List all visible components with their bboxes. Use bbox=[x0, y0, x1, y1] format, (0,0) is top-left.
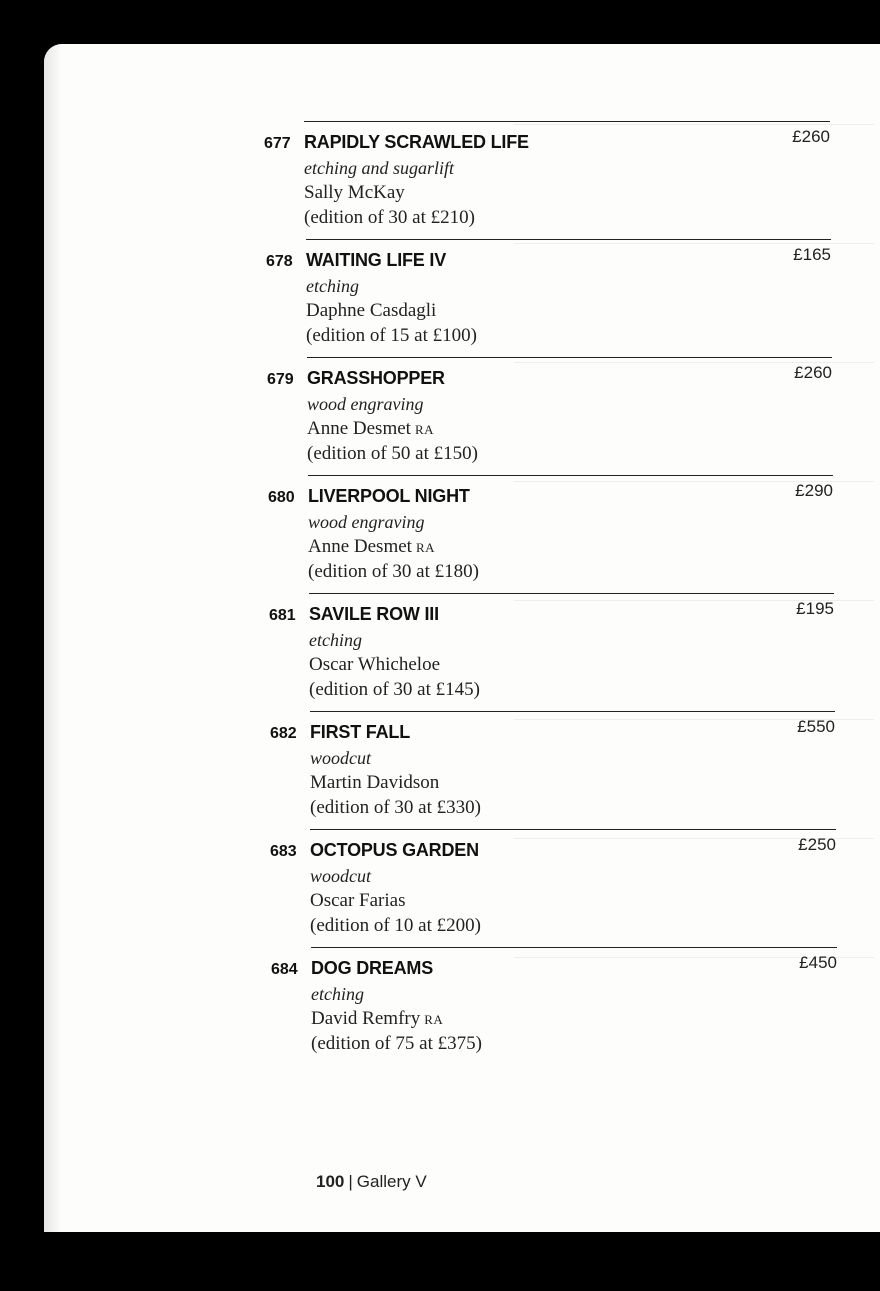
entry-divider bbox=[308, 475, 833, 476]
entry-price: £450 bbox=[799, 953, 837, 972]
footer-separator: | bbox=[348, 1172, 353, 1191]
entry-edition: (edition of 50 at £150) bbox=[307, 443, 478, 464]
artist-name: Martin Davidson bbox=[310, 772, 440, 793]
entry-divider bbox=[306, 239, 831, 240]
entry-artist bbox=[310, 772, 443, 794]
page-number: 100 bbox=[316, 1172, 345, 1191]
entry-number: 680 bbox=[268, 489, 295, 506]
entry-edition: (edition of 15 at £100) bbox=[306, 325, 477, 346]
entry-price: £195 bbox=[796, 599, 834, 618]
entry-price: £260 bbox=[792, 127, 830, 146]
entry-artist bbox=[309, 654, 444, 676]
entry-price: £250 bbox=[798, 835, 836, 854]
entry-edition: (edition of 30 at £180) bbox=[308, 561, 479, 582]
entry-medium: wood engraving bbox=[308, 512, 425, 532]
entry-medium: etching bbox=[306, 276, 359, 296]
entry-divider bbox=[311, 947, 837, 948]
entry-medium: etching and sugarlift bbox=[304, 158, 454, 178]
entry-divider bbox=[304, 121, 830, 122]
catalogue-page bbox=[44, 44, 880, 1232]
entry-price: £165 bbox=[793, 245, 831, 264]
entry-number: 684 bbox=[271, 961, 298, 978]
entry-divider bbox=[307, 357, 832, 358]
entry-number: 682 bbox=[270, 725, 297, 742]
catalogue-entry bbox=[264, 121, 830, 233]
entry-medium: woodcut bbox=[310, 748, 371, 768]
artist-name: Anne Desmet bbox=[308, 536, 412, 557]
entry-medium: etching bbox=[311, 984, 364, 1004]
entry-artist bbox=[308, 536, 435, 558]
entry-edition: (edition of 30 at £145) bbox=[309, 679, 480, 700]
artist-name: Anne Desmet bbox=[307, 418, 411, 439]
entry-artist bbox=[304, 182, 409, 204]
catalogue-entry bbox=[271, 947, 837, 1059]
artist-name: David Remfry bbox=[311, 1008, 421, 1029]
entry-price: £260 bbox=[794, 363, 832, 382]
entry-edition: (edition of 75 at £375) bbox=[311, 1033, 482, 1054]
entry-medium: wood engraving bbox=[307, 394, 424, 414]
entry-artist bbox=[310, 890, 410, 912]
entry-number: 678 bbox=[266, 253, 293, 270]
catalogue-entry bbox=[266, 239, 831, 351]
entry-title: GRASSHOPPER bbox=[307, 368, 445, 388]
entry-edition: (edition of 30 at £330) bbox=[310, 797, 481, 818]
entry-title: FIRST FALL bbox=[310, 722, 410, 742]
entry-medium: etching bbox=[309, 630, 362, 650]
entry-title: SAVILE ROW III bbox=[309, 604, 439, 624]
entry-artist bbox=[311, 1008, 443, 1030]
entry-artist bbox=[306, 300, 440, 322]
entry-title: OCTOPUS GARDEN bbox=[310, 840, 479, 860]
entry-artist bbox=[307, 418, 434, 440]
entry-number: 683 bbox=[270, 843, 297, 860]
page-footer bbox=[316, 1172, 427, 1192]
entry-title: DOG DREAMS bbox=[311, 958, 434, 978]
entry-number: 679 bbox=[267, 371, 294, 388]
artist-suffix: RA bbox=[424, 1012, 444, 1027]
entry-divider bbox=[309, 593, 834, 594]
catalogue-entry bbox=[268, 475, 833, 587]
catalogue-entry bbox=[270, 711, 835, 823]
entry-edition: (edition of 30 at £210) bbox=[304, 207, 475, 228]
entry-divider bbox=[310, 711, 835, 712]
artist-name: Oscar Farias bbox=[310, 890, 406, 911]
entry-medium: woodcut bbox=[310, 866, 371, 886]
catalogue-entry bbox=[269, 593, 834, 705]
section-name: Gallery V bbox=[356, 1172, 427, 1191]
catalogue-entry bbox=[270, 829, 836, 941]
artist-suffix: RA bbox=[415, 540, 436, 555]
entry-title: WAITING LIFE IV bbox=[306, 250, 446, 270]
entry-edition: (edition of 10 at £200) bbox=[310, 915, 481, 936]
artist-name: Sally McKay bbox=[304, 182, 405, 203]
entry-price: £290 bbox=[795, 481, 833, 500]
artist-name: Daphne Casdagli bbox=[306, 300, 437, 321]
artist-name: Oscar Whicheloe bbox=[309, 654, 441, 675]
entry-title: LIVERPOOL NIGHT bbox=[308, 486, 470, 506]
entry-number: 681 bbox=[269, 607, 296, 624]
catalogue-entry bbox=[267, 357, 832, 469]
entry-divider bbox=[310, 829, 836, 830]
artist-suffix: RA bbox=[414, 422, 435, 437]
entry-price: £550 bbox=[797, 717, 835, 736]
entry-title: RAPIDLY SCRAWLED LIFE bbox=[304, 132, 529, 152]
entry-number: 677 bbox=[264, 135, 291, 152]
